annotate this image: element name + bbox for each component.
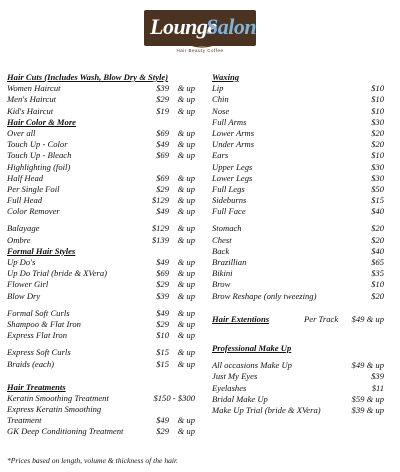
service-name: Upper Legs [212, 161, 253, 172]
service-price-group [139, 173, 195, 184]
service-price-group [139, 235, 195, 246]
service-name: Touch Up - Color [7, 139, 68, 150]
service-name: Bridal Make Up [212, 393, 268, 404]
service-price: $20 [371, 127, 384, 138]
service-name: Brazillian [212, 257, 247, 267]
service-price-group [139, 139, 195, 150]
price-row [212, 150, 384, 161]
price-row [212, 195, 384, 206]
price-row [7, 223, 195, 234]
service-price: $49 & up [351, 360, 384, 371]
price-suffix: & up [177, 83, 195, 94]
price-row [212, 128, 384, 139]
service-name: Lip [212, 83, 224, 94]
service-price: $129 [151, 195, 169, 206]
price-row [7, 279, 195, 290]
service-price-group [139, 330, 195, 341]
service-name: Color Remover [7, 206, 60, 217]
price-row [7, 319, 195, 330]
service-price-group [139, 223, 195, 234]
service-price: $50 [371, 183, 384, 194]
price-row [7, 206, 195, 217]
price-row [212, 139, 384, 150]
service-price: $49 [156, 307, 169, 318]
price-suffix: & up [177, 268, 195, 279]
price-suffix: & up [177, 290, 195, 301]
service-price: $129 [151, 223, 169, 234]
price-row [7, 139, 195, 150]
price-row [212, 405, 384, 416]
salon-logo [144, 10, 256, 58]
price-row [212, 394, 384, 405]
price-row [212, 117, 384, 128]
service-price: $69 [156, 127, 169, 138]
service-price: $65 [371, 257, 384, 267]
service-name: GK Deep Conditioning Treatment [7, 426, 124, 437]
service-price: $69 [156, 268, 169, 279]
service-price: $10 [371, 105, 384, 116]
service-price: $15 [371, 195, 384, 206]
service-name: Under Arms [212, 139, 255, 150]
service-price: $35 [371, 268, 384, 279]
service-price: $10 [156, 330, 169, 341]
price-row [7, 359, 195, 370]
service-price-group [139, 319, 195, 330]
price-row [212, 83, 384, 94]
price-row [7, 150, 195, 161]
price-row [212, 223, 384, 234]
formal-list-2 [7, 308, 195, 342]
price-row [7, 404, 195, 415]
price-suffix: & up [177, 172, 195, 183]
price-row [7, 347, 195, 358]
service-price: $39 [371, 371, 384, 382]
service-price-group [139, 308, 195, 319]
price-row [7, 128, 195, 139]
service-name: Full Head [7, 195, 43, 206]
service-price: $49 [156, 206, 169, 217]
service-name: Ombre [7, 234, 31, 245]
service-price-group [139, 150, 195, 161]
service-price: $20 [371, 290, 384, 301]
service-price: $39 [156, 83, 169, 94]
service-price: $30 [371, 172, 384, 183]
service-price: $49 [156, 257, 169, 267]
service-name: Flower Girl [7, 279, 49, 290]
price-suffix: & up [177, 426, 195, 437]
service-name: Back [212, 245, 230, 256]
service-name: Blow Dry [7, 290, 41, 301]
service-name: All occasions Make Up [212, 360, 292, 371]
service-price: $29 [156, 183, 169, 194]
color-list [7, 128, 195, 218]
price-row [212, 94, 384, 105]
service-name: Bikini [212, 268, 233, 279]
service-name: Formal Soft Curls [7, 307, 70, 318]
service-price-group [139, 268, 195, 279]
price-suffix: & up [177, 94, 195, 105]
extensions-price: $49 & up [351, 313, 384, 324]
service-name: Keratin Smoothing Treatment [7, 392, 109, 403]
price-row [7, 83, 195, 94]
price-suffix: & up [177, 183, 195, 194]
price-row [7, 330, 195, 341]
service-name: Lower Arms [212, 127, 255, 138]
price-row [7, 257, 195, 268]
service-price-group [139, 195, 195, 206]
service-name: Shampoo & Flat Iron [7, 318, 81, 329]
service-name: Up Do Trial (bride & XVera) [7, 268, 108, 279]
price-row [212, 162, 384, 173]
service-price-group [153, 393, 195, 404]
color-list-2 [7, 223, 195, 245]
section-title-makeup: Professional Make Up [212, 342, 292, 353]
price-suffix: & up [177, 318, 195, 329]
price-row [7, 195, 195, 206]
price-row [212, 291, 384, 302]
service-price: $40 [371, 245, 384, 256]
service-name: Express Keratin Smoothing [7, 404, 102, 415]
price-suffix: & up [177, 307, 195, 318]
price-suffix: & up [177, 279, 195, 290]
service-price: $150 - $300 [153, 392, 195, 403]
service-name: Brow [212, 279, 231, 290]
service-price: $139 [151, 234, 169, 245]
service-price-group [139, 359, 195, 370]
right-column [212, 72, 384, 416]
service-price: $10 [371, 279, 384, 290]
price-suffix: & up [177, 330, 195, 341]
service-name: Make Up Trial (bride & XVera) [212, 404, 321, 415]
service-name: Ears [212, 150, 229, 161]
service-name: Full Legs [212, 183, 245, 194]
service-price-group [139, 128, 195, 139]
price-row [7, 426, 195, 437]
price-suffix: & up [177, 358, 195, 369]
service-price: $11 [371, 382, 384, 393]
section-title-waxing: Waxing [212, 72, 240, 82]
formal-list [7, 257, 195, 302]
service-name: Highlighting (foil) [7, 161, 71, 172]
price-row [212, 184, 384, 195]
service-name: Express Soft Curls [7, 347, 71, 358]
price-suffix: & up [177, 139, 195, 150]
service-price: $39 [156, 290, 169, 301]
waxing-list-2 [212, 223, 384, 301]
price-row [212, 279, 384, 290]
service-price: $69 [156, 150, 169, 161]
service-price-group [139, 347, 195, 358]
service-price: $20 [371, 223, 384, 234]
price-row [7, 308, 195, 319]
service-name: Express Flat Iron [7, 330, 67, 341]
service-price-group [139, 291, 195, 302]
price-row [212, 383, 384, 394]
service-name: Lower Legs [212, 172, 253, 183]
service-price: $30 [371, 161, 384, 172]
treatments-list [7, 393, 195, 438]
service-price: $10 [371, 83, 384, 94]
service-price: $10 [371, 150, 384, 161]
service-name: Eyelashes [212, 382, 247, 393]
price-suffix: & up [177, 127, 195, 138]
service-price-group [139, 279, 195, 290]
service-name: Full Arms [212, 116, 247, 127]
section-title-extensions: Hair Extentions [212, 313, 270, 324]
service-name: Stomach [212, 223, 242, 234]
service-price: $15 [156, 358, 169, 369]
service-name: Women Haircut [7, 83, 61, 94]
service-name: Chin [212, 94, 229, 105]
service-price: $49 [156, 139, 169, 150]
service-name: Balayage [7, 223, 40, 234]
service-name: Over all [7, 127, 36, 138]
formal-list-3 [7, 347, 195, 369]
service-name: Chest [212, 234, 232, 245]
service-price: $19 [156, 105, 169, 116]
price-suffix: & up [177, 234, 195, 245]
makeup-list [212, 360, 384, 416]
price-suffix: & up [177, 257, 195, 267]
price-row [212, 268, 384, 279]
price-row [7, 162, 195, 173]
service-name: Touch Up - Bleach [7, 150, 72, 161]
service-price: $49 [156, 415, 169, 426]
service-price: $69 [156, 172, 169, 183]
price-row [212, 246, 384, 257]
price-suffix: & up [177, 195, 195, 206]
price-row [212, 235, 384, 246]
section-title-formal: Formal Hair Styles [7, 245, 76, 256]
logo-word-lounge: Lounge [150, 14, 217, 39]
service-price: $39 & up [351, 404, 384, 415]
service-price: $59 & up [351, 393, 384, 404]
service-price: $15 [156, 347, 169, 358]
service-price: $10 [371, 94, 384, 105]
price-suffix: & up [177, 150, 195, 161]
price-suffix: & up [177, 415, 195, 426]
service-price-group [139, 257, 195, 268]
service-price: $29 [156, 94, 169, 105]
logo-tagline: Hair Beauty Coffee [176, 48, 224, 53]
pricing-footnote: *Prices based on length, volume & thickness of the hair. [7, 456, 179, 465]
service-price: $29 [156, 318, 169, 329]
service-price: $29 [156, 279, 169, 290]
price-row [7, 291, 195, 302]
section-title-color: Hair Color & More [7, 116, 76, 127]
logo-word-salon: Salon [206, 14, 257, 39]
price-row [212, 257, 384, 268]
waxing-list [212, 83, 384, 217]
service-price: $20 [371, 139, 384, 150]
extensions-unit: Per Track [304, 313, 339, 324]
service-name: Treatment [7, 415, 42, 426]
section-title-haircuts: Hair Cuts (Includes Wash, Blow Dry & Style) [7, 72, 169, 82]
section-title-treatments: Hair Treatments [7, 381, 66, 392]
service-name: Braids (each) [7, 358, 55, 369]
service-name: Full Face [212, 206, 246, 217]
price-row [7, 268, 195, 279]
service-price-group [139, 83, 195, 94]
price-row [7, 184, 195, 195]
price-row [7, 393, 195, 404]
service-price: $40 [371, 206, 384, 217]
price-row [7, 106, 195, 117]
service-name: Men's Haircut [7, 94, 57, 105]
spacer [7, 370, 195, 382]
service-name: Brow Reshape (only tweezing) [212, 290, 317, 301]
price-suffix: & up [177, 347, 195, 358]
service-price: $30 [371, 116, 384, 127]
haircuts-list [7, 83, 195, 117]
spacer [212, 302, 384, 314]
extensions-row [212, 314, 384, 325]
service-price: $20 [371, 234, 384, 245]
price-suffix: & up [177, 223, 195, 234]
service-price-group [139, 426, 195, 437]
service-price-group [139, 94, 195, 105]
price-row [212, 360, 384, 371]
price-row [7, 94, 195, 105]
left-column [7, 72, 195, 438]
price-row [212, 106, 384, 117]
service-price-group [139, 184, 195, 195]
price-suffix: & up [177, 206, 195, 217]
price-suffix: & up [177, 105, 195, 116]
price-row [212, 173, 384, 184]
price-row [212, 206, 384, 217]
price-row [7, 173, 195, 184]
service-name: Half Head [7, 172, 44, 183]
price-row [7, 415, 195, 426]
service-name: Nose [212, 105, 230, 116]
service-price-group [139, 206, 195, 217]
service-name: Per Single Foil [7, 183, 60, 194]
spacer [212, 325, 384, 337]
service-price: $29 [156, 426, 169, 437]
price-row [212, 371, 384, 382]
service-price-group [139, 106, 195, 117]
service-name: Up Do's [7, 257, 36, 267]
service-name: Kid's Haircut [7, 105, 54, 116]
price-row [7, 235, 195, 246]
service-name: Sideburns [212, 195, 247, 206]
service-price-group [139, 415, 195, 426]
service-name: Just My Eyes [212, 371, 258, 382]
